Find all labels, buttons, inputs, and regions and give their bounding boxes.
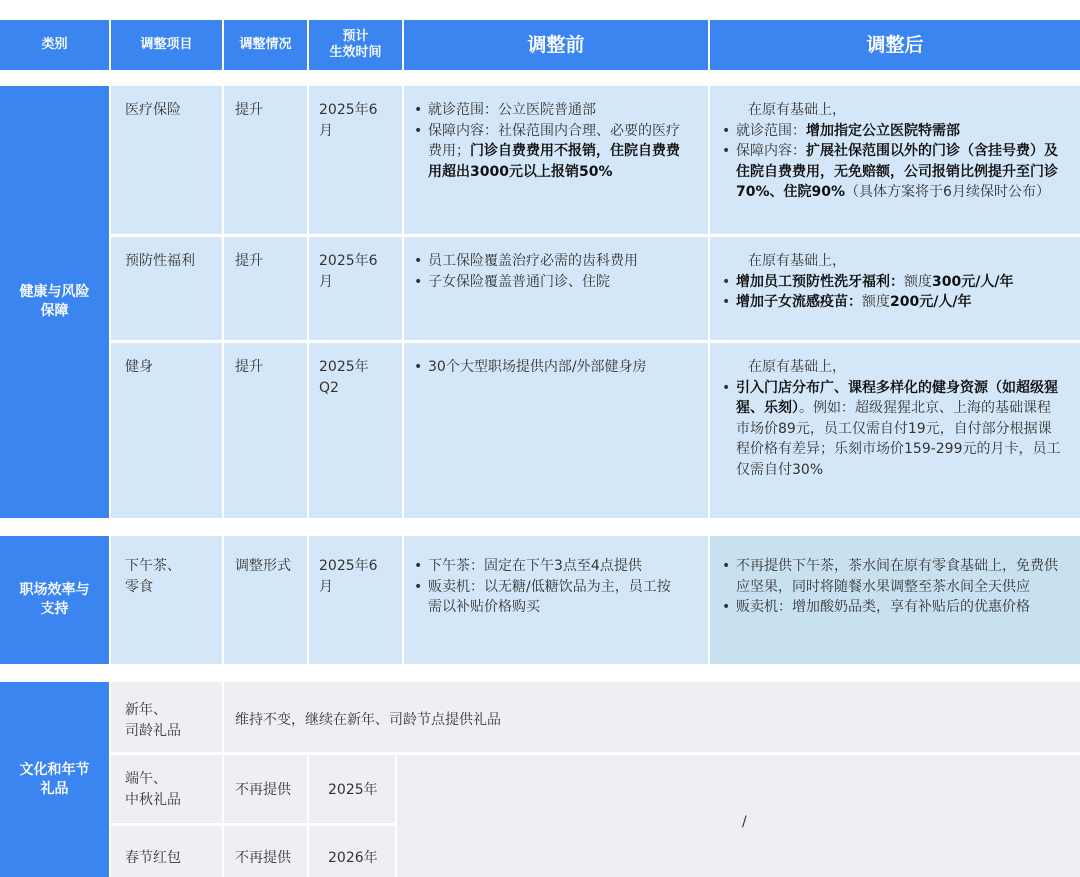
merged-empty-cell [397,755,1080,877]
time-festival: 2025年 [309,755,395,823]
category-culture: 文化和年节 礼品 [0,682,109,877]
after-tea [710,536,1080,664]
after-preventive: 在原有基础上， • 增加员工预防性洗牙福利：额度300元/人/年 • 增加子女流感疫苗：额度200元/人/年 [710,237,1080,340]
header-item: 调整项目 [111,20,222,70]
slash-mark: / [742,814,747,830]
category-health: 健康与风险 保障 [0,86,109,518]
item-preventive: 预防性福利 [111,237,222,340]
time-medical: 2025年6月 [309,86,402,234]
time-preventive: 2025年6月 [309,237,402,340]
list-item: • 30个大型职场提供内部/外部健身房 [414,357,694,378]
list-item: • 保障内容：社保范围内合理、必要的医疗费用；门诊自费费用不报销，住院自费费用超出3000元以上报销50% [414,121,688,183]
status-springfestival: 不再提供 [224,826,307,877]
list-item: • 贩卖机：以无糖/低糖饮品为主，员工按需以补贴价格购买 [414,577,674,618]
time-tea: 2025年6月 [309,536,402,664]
item-newyear: 新年、 司龄礼品 [111,682,222,752]
status-festival: 不再提供 [224,755,307,823]
list-item: • 下午茶：固定在下午3点至4点提供 [414,556,674,577]
item-fitness: 健身 [111,343,222,518]
status-fitness: 提升 [224,343,307,518]
merged-newyear: 维持不变，继续在新年、司龄节点提供礼品 [224,682,1080,752]
status-medical: 提升 [224,86,307,234]
list-item: • 贩卖机：增加酸奶品类，享有补贴后的优惠价格 [722,597,1064,618]
before-preventive [404,237,708,340]
before-medical [404,86,708,234]
item-springfestival: 春节红包 [111,826,222,877]
item-festival: 端午、 中秋礼品 [111,755,222,823]
status-tea: 调整形式 [224,536,307,664]
list-item: • 就诊范围：增加指定公立医院特需部 [722,121,1064,142]
header-category: 类别 [0,20,109,70]
header-status: 调整情况 [224,20,307,70]
list-item: • 保障内容：扩展社保范围以外的门诊（含挂号费）及住院自费费用，无免赔额，公司报销比例提升至门诊70%、住院90%（具体方案将于6月续保时公布） [722,141,1064,203]
header-time: 预计 生效时间 [309,20,402,70]
before-fitness [404,343,708,518]
list-item: • 引入门店分布广、课程多样化的健身资源（如超级猩猩、乐刻）。例如：超级猩猩北京、上海的基础课程市场价89元，员工仅需自付19元，自付部分根据课程价格有差异；乐刻市场价159-299元的月卡，员工仅需自付30% [722,378,1062,481]
before-tea [404,536,708,664]
status-preventive: 提升 [224,237,307,340]
list-item: • 子女保险覆盖普通门诊、住院 [414,272,694,293]
item-tea: 下午茶、 零食 [111,536,222,664]
item-medical: 医疗保险 [111,86,222,234]
list-item: • 不再提供下午茶，茶水间在原有零食基础上，免费供应坚果，同时将随餐水果调整至茶水间全天供应 [722,556,1064,597]
category-workplace: 职场效率与 支持 [0,536,109,664]
list-item: • 员工保险覆盖治疗必需的齿科费用 [414,251,694,272]
list-item: • 增加员工预防性洗牙福利：额度300元/人/年 [722,272,1066,293]
list-item: • 增加子女流感疫苗：额度200元/人/年 [722,292,1066,313]
list-item: • 就诊范围：公立医院普通部 [414,100,688,121]
header-after: 调整后 [710,20,1080,70]
time-fitness: 2025年Q2 [309,343,402,518]
header-before: 调整前 [404,20,708,70]
time-springfestival: 2026年 [309,826,395,877]
after-fitness: 在原有基础上， • 引入门店分布广、课程多样化的健身资源（如超级猩猩、乐刻）。例如：超级猩猩北京、上海的基础课程市场价89元，员工仅需自付19元，自付部分根据课程价格有差异；乐刻市场价159-299元的月卡，员工仅需自付30% [710,343,1080,518]
after-medical: 在原有基础上， • 就诊范围：增加指定公立医院特需部 • 保障内容：扩展社保范围以外的门诊（含挂号费）及住院自费费用，无免赔额，公司报销比例提升至门诊70%、住院90%（具体方案将于6月续保时公布） [710,86,1080,234]
